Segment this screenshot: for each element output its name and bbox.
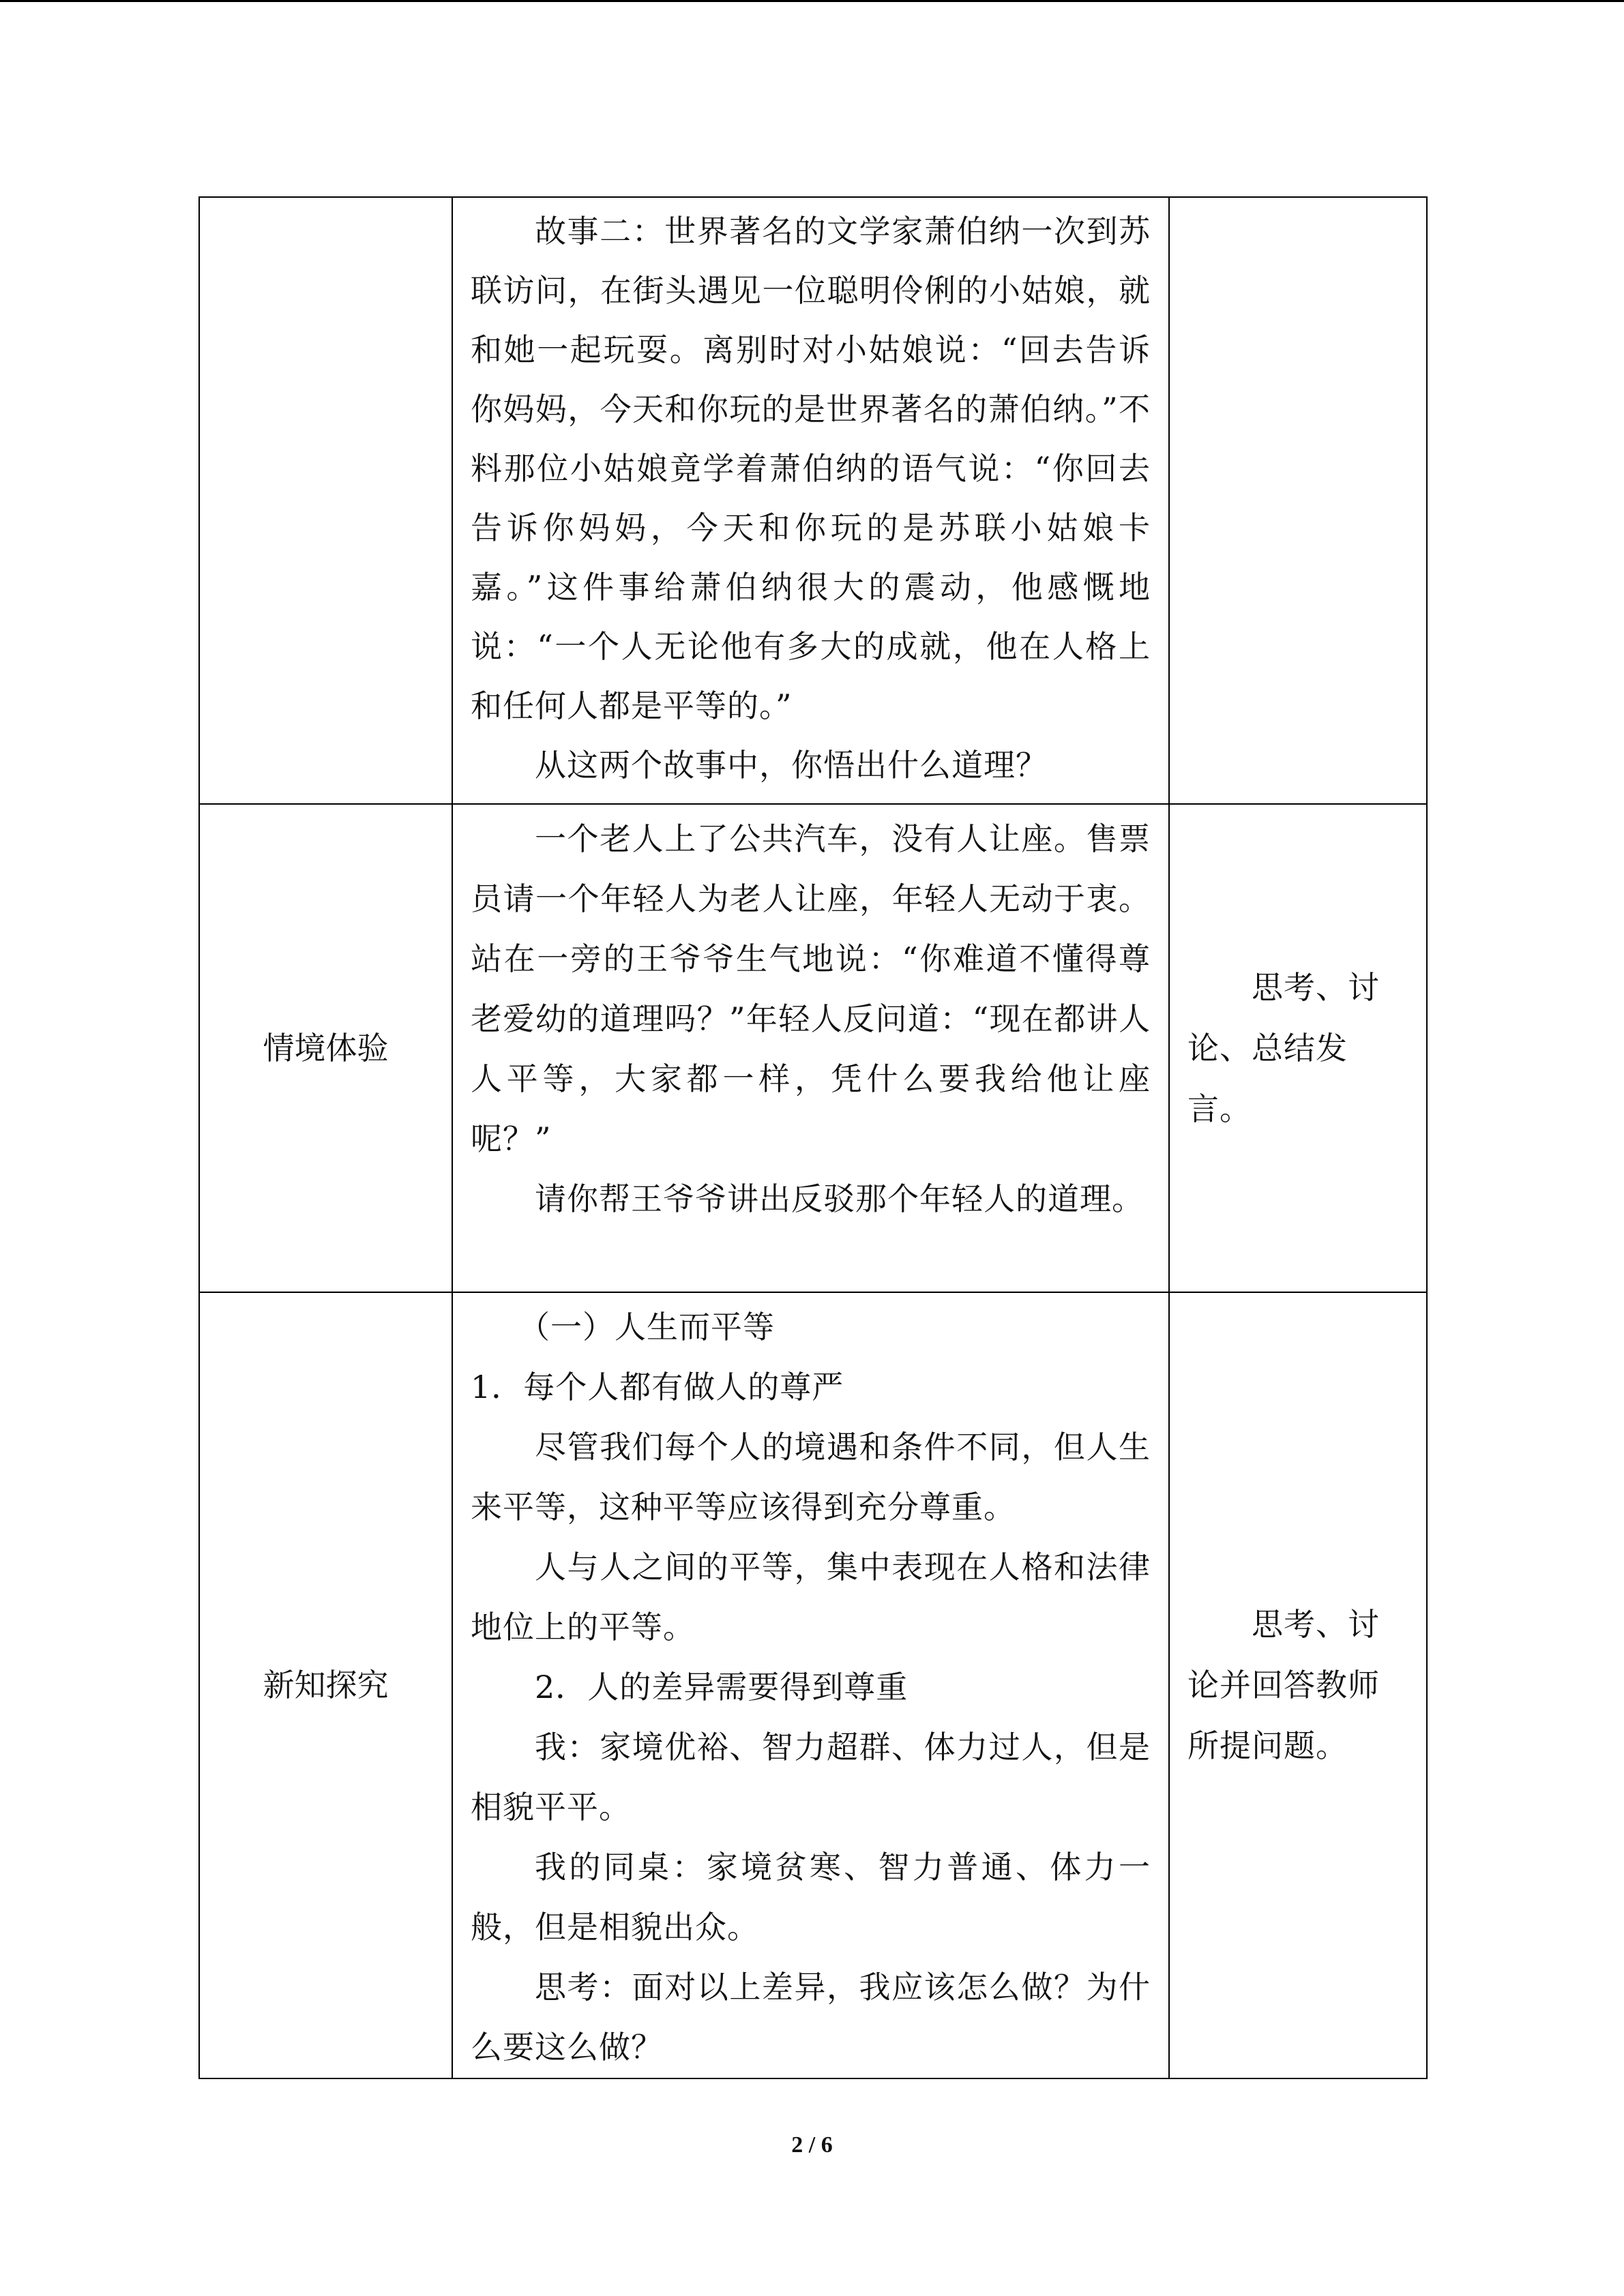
example-me: 我：家境优裕、智力超群、体力过人，但是相貌平平。 — [471, 1729, 1151, 1825]
top-border-line — [0, 0, 1624, 2]
student-activity-empty — [1169, 197, 1427, 804]
scenario-task: 请你帮王爷爷讲出反驳那个年轻人的道理。 — [535, 1180, 1144, 1217]
point-one-paragraph-2: 人与人之间的平等，集中表现在人格和法律地位上的平等。 — [471, 1549, 1151, 1645]
lesson-plan-table — [198, 196, 1428, 2079]
section-label-new-knowledge: 新知探究 — [199, 1292, 452, 2078]
scenario-content — [452, 804, 1169, 1292]
point-one-paragraph-1: 尽管我们每个人的境遇和条件不同，但人生来平等，这种平等应该得到充分尊重。 — [471, 1429, 1151, 1525]
story-question: 从这两个故事中，你悟出什么道理？ — [535, 747, 1048, 784]
student-activity-new-knowledge — [1169, 1292, 1427, 2078]
point-one-heading: 1．每个人都有做人的尊严 — [471, 1369, 844, 1405]
table-row-scenario — [199, 804, 1427, 1292]
table-row-new-knowledge — [199, 1292, 1427, 2078]
point-two-heading: 2．人的差异需要得到尊重 — [535, 1669, 909, 1705]
page-number: 2 / 6 — [791, 2132, 833, 2158]
student-activity-text: 思考、讨论并回答教师所提问题。 — [1187, 1606, 1380, 1764]
subsection-heading: （一）人生而平等 — [518, 1309, 775, 1345]
new-knowledge-content — [452, 1292, 1169, 2078]
section-label-empty — [199, 197, 452, 804]
thinking-question: 思考：面对以上差异，我应该怎么做？为什么要这么做？ — [471, 1969, 1151, 2066]
table-row-story — [199, 197, 1427, 804]
example-deskmate: 我的同桌：家境贫寒、智力普通、体力一般，但是相貌出众。 — [471, 1849, 1151, 1945]
section-label-scenario: 情境体验 — [199, 804, 452, 1292]
scenario-paragraph: 一个老人上了公共汽车，没有人让座。售票员请一个年轻人为老人让座，年轻人无动于衷。站在一旁的王爷爷生气地说：“你难道不懂得尊老爱幼的道理吗？”年轻人反问道：“现在都讲人人平等，大家都一样，凭什么要我给他让座呢？” — [471, 820, 1151, 1157]
story-two-content — [452, 197, 1169, 804]
student-activity-scenario — [1169, 804, 1427, 1292]
story-two-paragraph: 故事二：世界著名的文学家萧伯纳一次到苏联访问，在街头遇见一位聪明伶俐的小姑娘，就和她一起玩耍。离别时对小姑娘说：“回去告诉你妈妈，今天和你玩的是世界著名的萧伯纳。”不料那位小姑娘竟学着萧伯纳的语气说：“你回去告诉你妈妈，今天和你玩的是苏联小姑娘卡嘉。”这件事给萧伯纳很大的震动，他感慨地说：“一个人无论他有多大的成就，他在人格上和任何人都是平等的。” — [471, 213, 1151, 724]
student-activity-text: 思考、讨论、总结发言。 — [1187, 968, 1380, 1127]
